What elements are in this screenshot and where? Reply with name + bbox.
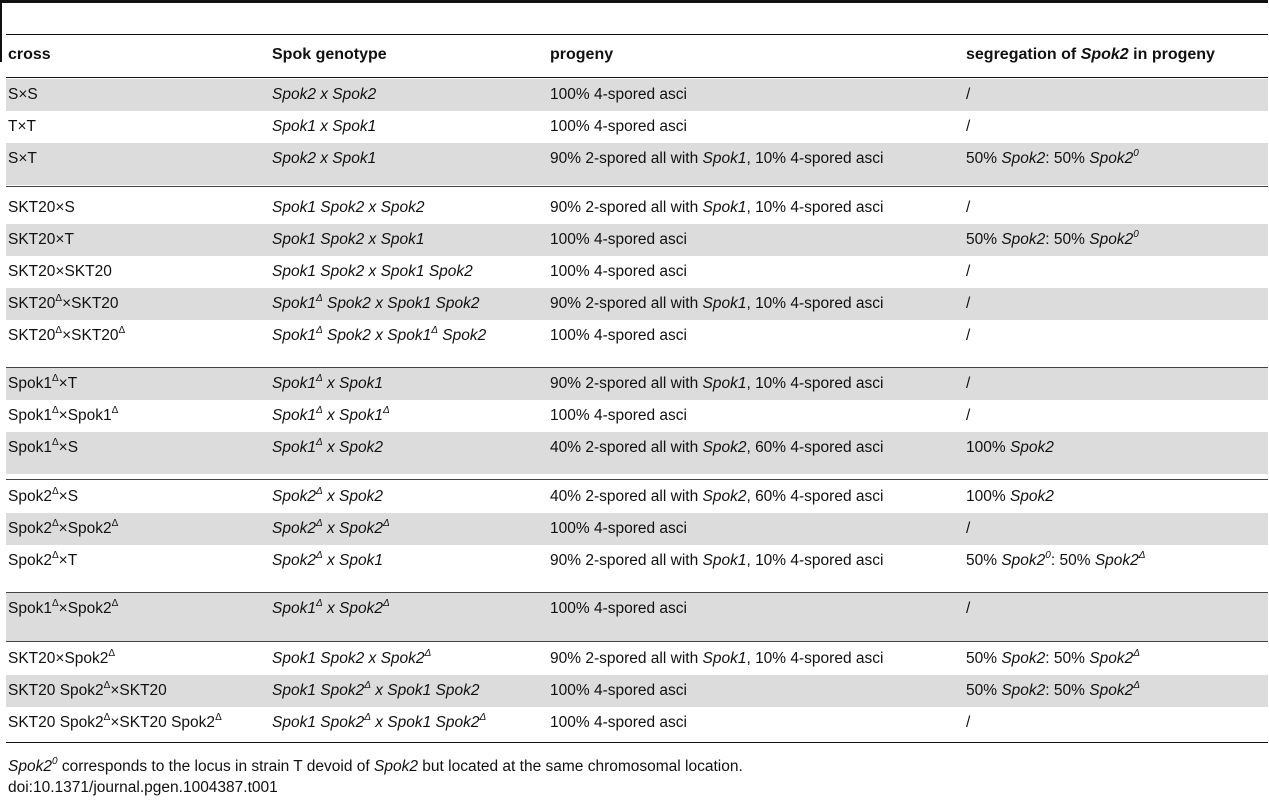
cell-genotype: Spok2 x Spok1	[272, 150, 377, 167]
group-separator	[6, 641, 1268, 642]
cell-cross: S×S	[8, 86, 38, 103]
cell-genotype: $Spok2^\Delta$ x Spok1	[272, 549, 383, 569]
table-bottom-rule	[6, 742, 1268, 743]
cell-genotype: Spok1 $Spok2^\Delta$ x Spok1 Spok2	[272, 679, 480, 699]
table-row	[6, 400, 1268, 432]
cell-genotype: $Spok2^\Delta$ x $Spok2^\Delta$	[272, 517, 390, 537]
table-header	[0, 46, 1268, 68]
table-row	[6, 643, 1268, 675]
footnote: $Spok2^0$ corresponds to the locus in strain T devoid of Spok2 but located at the same chromosomal location.	[8, 755, 743, 775]
cell-segregation: /	[966, 263, 971, 280]
cell-cross: T×T	[8, 118, 36, 135]
table-row	[6, 675, 1268, 707]
cell-cross: $SKT20^\Delta\times SKT20$	[8, 292, 119, 312]
cell-segregation: /	[966, 86, 971, 103]
cell-segregation: 50% $Spok2^0$: 50% $Spok2^\Delta$	[966, 549, 1146, 569]
header-segregation	[966, 46, 1215, 64]
cell-segregation: 50% Spok2: 50% $Spok2^0$	[966, 228, 1139, 248]
cell-genotype: $Spok2^\Delta$ x Spok2	[272, 485, 383, 505]
top-rule	[0, 0, 1268, 3]
cell-segregation: 50% Spok2: 50% $Spok2^\Delta$	[966, 647, 1140, 667]
cell-progeny: 40% 2-spored all with Spok2, 60% 4-spored asci	[550, 439, 884, 456]
header-bottom-rule	[6, 77, 1268, 78]
header-progeny: progeny	[550, 46, 614, 63]
cell-cross: $SKT20\times Spok2^\Delta$	[8, 647, 116, 667]
table-row	[6, 192, 1268, 224]
cell-cross: SKT20×SKT20	[8, 263, 112, 280]
header-seg-gene: Spok2	[1080, 46, 1129, 63]
cell-cross: $SKT20^\Delta\times SKT20^\Delta$	[8, 324, 126, 344]
table-row	[6, 545, 1268, 587]
header-seg-b: in progeny	[1128, 46, 1215, 63]
cell-segregation: /	[966, 520, 971, 537]
cell-genotype: $Spok1^\Delta$ Spok2 x $Spok1^\Delta$ Spok2	[272, 324, 487, 344]
cell-progeny: 100% 4-spored asci	[550, 263, 687, 280]
cell-genotype: Spok2 x Spok2	[272, 86, 377, 103]
cell-progeny: 90% 2-spored all with Spok1, 10% 4-spored asci	[550, 552, 884, 569]
cell-cross: $Spok2^\Delta\times T$	[8, 549, 78, 569]
cell-progeny: 100% 4-spored asci	[550, 714, 687, 731]
cell-segregation: /	[966, 407, 971, 424]
cell-progeny: 100% 4-spored asci	[550, 682, 687, 699]
cell-cross: $Spok2^\Delta\times S$	[8, 485, 79, 505]
cell-segregation: 50% Spok2: 50% $Spok2^\Delta$	[966, 679, 1140, 699]
cell-progeny: 90% 2-spored all with Spok1, 10% 4-spored asci	[550, 295, 884, 312]
table-row	[6, 224, 1268, 256]
cell-segregation: 100% Spok2	[966, 439, 1054, 456]
cell-progeny: 90% 2-spored all with Spok1, 10% 4-spored asci	[550, 375, 884, 392]
cell-segregation: /	[966, 118, 971, 135]
cell-progeny: 40% 2-spored all with Spok2, 60% 4-spored asci	[550, 488, 884, 505]
header-seg-a: segregation of	[966, 46, 1081, 63]
cell-genotype: $Spok1^\Delta$ x Spok2	[272, 436, 383, 456]
doi: doi:10.1371/journal.pgen.1004387.t001	[8, 779, 278, 796]
cell-segregation: /	[966, 295, 971, 312]
table-row	[6, 513, 1268, 545]
cell-genotype: Spok1 Spok2 x Spok1	[272, 231, 425, 248]
group-separator	[6, 479, 1268, 480]
cell-progeny: 100% 4-spored asci	[550, 231, 687, 248]
cell-segregation: /	[966, 600, 971, 617]
table-row	[6, 707, 1268, 739]
cell-progeny: 90% 2-spored all with Spok1, 10% 4-spored asci	[550, 150, 884, 167]
table-row	[6, 593, 1268, 641]
cell-segregation: /	[966, 375, 971, 392]
cell-progeny: 100% 4-spored asci	[550, 118, 687, 135]
cell-cross: $Spok1^\Delta\times Spok2^\Delta$	[8, 597, 119, 617]
cell-genotype: $Spok1^\Delta$ x Spok1	[272, 372, 383, 392]
cell-genotype: $Spok1^\Delta$ Spok2 x Spok1 Spok2	[272, 292, 480, 312]
cell-cross: SKT20 $Spok2^\Delta\times SKT20$	[8, 679, 167, 699]
cell-progeny: 100% 4-spored asci	[550, 86, 687, 103]
cell-segregation: 50% Spok2: 50% $Spok2^0$	[966, 147, 1139, 167]
cell-segregation: 100% Spok2	[966, 488, 1054, 505]
cell-genotype: $Spok1^\Delta$ x $Spok2^\Delta$	[272, 597, 390, 617]
cell-genotype: Spok1 x Spok1	[272, 118, 377, 135]
cell-genotype: Spok1 Spok2 x Spok2	[272, 199, 425, 216]
cell-cross: SKT20×S	[8, 199, 75, 216]
table-row	[6, 256, 1268, 288]
table-row	[6, 320, 1268, 362]
cell-progeny: 90% 2-spored all with Spok1, 10% 4-spored asci	[550, 199, 884, 216]
group-separator	[6, 186, 1268, 187]
cell-cross: $Spok1^\Delta\times Spok1^\Delta$	[8, 404, 119, 424]
table-row	[6, 288, 1268, 320]
cell-genotype: Spok1 $Spok2^\Delta$ x Spok1 $Spok2^\Delta$	[272, 711, 487, 731]
cell-cross: $Spok1^\Delta\times S$	[8, 436, 79, 456]
cell-progeny: 90% 2-spored all with Spok1, 10% 4-spored asci	[550, 650, 884, 667]
table-row	[6, 143, 1268, 185]
cell-genotype: Spok1 Spok2 x $Spok2^\Delta$	[272, 647, 432, 667]
table-row	[6, 111, 1268, 143]
cell-cross: SKT20 $Spok2^\Delta\times SKT20$ $Spok2^\Delta$	[8, 711, 222, 731]
cell-cross: S×T	[8, 150, 37, 167]
header-genotype: Spok genotype	[272, 46, 387, 63]
header-top-rule	[6, 34, 1268, 35]
header-cross: cross	[8, 46, 51, 63]
cell-progeny: 100% 4-spored asci	[550, 407, 687, 424]
table-row	[6, 432, 1268, 474]
cell-cross: $Spok1^\Delta\times T$	[8, 372, 78, 392]
cell-progeny: 100% 4-spored asci	[550, 327, 687, 344]
cell-cross: $Spok2^\Delta\times Spok2^\Delta$	[8, 517, 119, 537]
table-row	[6, 79, 1268, 111]
cell-segregation: /	[966, 714, 971, 731]
cell-segregation: /	[966, 327, 971, 344]
table-row	[6, 481, 1268, 513]
cell-progeny: 100% 4-spored asci	[550, 600, 687, 617]
cell-genotype: $Spok1^\Delta$ x $Spok1^\Delta$	[272, 404, 390, 424]
cell-progeny: 100% 4-spored asci	[550, 520, 687, 537]
cell-segregation: /	[966, 199, 971, 216]
cell-genotype: Spok1 Spok2 x Spok1 Spok2	[272, 263, 473, 280]
table-row	[6, 368, 1268, 400]
cell-cross: SKT20×T	[8, 231, 74, 248]
